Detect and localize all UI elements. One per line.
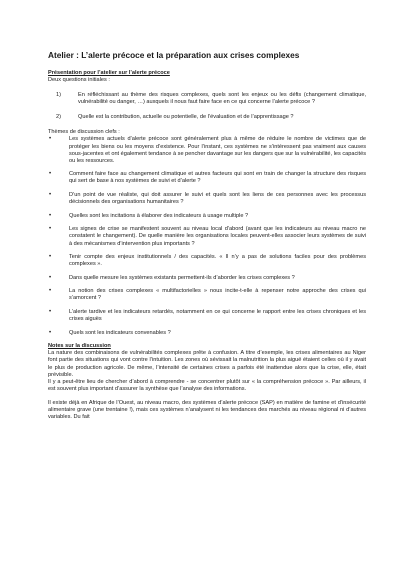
bullet-text: Comment faire face au changement climatique et autres facteurs qui sont en train de changer la structure des risques qui sert de base à nos systèmes de suivi et d’alerte ? [69,171,366,185]
bullet-text: La notion des crises complexes « multifactorielles » nous incite-t-elle à repenser notre approche des crises qui s’amorcent ? [69,288,366,302]
bullet-text: D’un point de vue réaliste, qui doit assurer le suivi et quels sont les liens de ces personnes avec les processus décisionnels des organisations humanitaires ? [69,192,366,206]
bullet-item [48,275,366,282]
bullet-item [48,226,366,247]
question-item [48,92,366,106]
bullet-icon: • [49,171,52,178]
bullet-item [48,213,366,220]
bullet-icon: • [49,309,52,316]
bullet-item [48,171,366,185]
question-number: 2) [56,114,61,121]
bullet-icon: • [49,254,52,261]
themes-heading: Thèmes de discussion clefs : [48,129,120,136]
notes-heading: Notes sur la discussion [48,343,111,350]
bullet-icon: • [49,192,52,199]
bullet-icon: • [49,274,52,281]
bullet-item [48,288,366,302]
bullet-text: Les signes de crise se manifestent souvent au niveau local d’abord (avant que les indicateurs au niveau macro ne constatent le changement). De quelle manière les organisations locales peuvent-elles associer leurs systèmes de suivi à des mécanismes d’intervention plus importants ? [69,226,366,247]
question-number: 1) [56,92,61,99]
document-title: Atelier : L’alerte précoce et la préparation aux crises complexes [48,50,300,60]
presentation-intro: Deux questions initiales : [48,77,110,83]
bullet-text: Dans quelle mesure les systèmes existants permettent-ils d’aborder les crises complexes ? [69,274,295,281]
bullet-text: Quels sont les indicateurs convenables ? [69,329,171,336]
notes-paragraph: La nature des combinaisons de vulnérabilités complexes prête à confusion. A titre d’exemple, les crises alimentaires au Niger font partie des situations qui vont contre l’intuition. Les zones où sévissait la malnutrition la plus aiguë étaient celles où il y avait le plus de production agricole. De même, l’intensité de certaines crises a parfois été inattendue alors que la crise, elle, était prévisible. [48,350,366,378]
bullet-text: Les systèmes actuels d’alerte précoce sont généralement plus à même de réduire le nombre de victimes que de protéger les biens ou les moyens d’existence. Pour l’instant, ces systèmes ne s’intéressent pas vraiment aux causes sous-jacentes et ont également tendance à se pencher davantage sur les dangers que sur la vulnérabilité, les capacités ou les ressources. [69,136,366,164]
question-item [48,114,366,121]
bullet-item [48,254,366,268]
question-text: En réfléchissant au thème des risques complexes, quels sont les enjeux ou les défis (changement climatique, vulnérabilité ou danger, …) auxquels il nous faut faire face en ce qui concerne l’alerte précoce ? [78,92,366,106]
bullet-icon: • [49,212,52,219]
presentation-heading: Présentation pour l’atelier sur l’alerte précoce [48,70,170,76]
document-page [48,50,366,421]
bullet-item [48,309,366,323]
bullet-item [48,192,366,206]
bullet-text: L’alerte tardive et les indicateurs retardés, notamment en ce qui concerne le rapport entre les crises chroniques et les crises aiguës [69,309,366,323]
bullet-item [48,330,366,337]
bullet-icon: • [49,136,52,143]
paragraph-spacer [48,393,366,400]
bullet-icon: • [49,329,52,336]
bullet-item [48,136,366,164]
bullet-text: Quelles sont les incitations à élaborer des indicateurs à usage multiple ? [69,212,249,219]
notes-paragraph: Il y a peut-être lieu de chercher d’abord à comprendre - se concentrer plutôt sur « la compréhension précoce ». Par ailleurs, il est souvent plus important d’assurer la synthèse que l’analyse des informations. [48,378,366,392]
bullet-icon: • [49,288,52,295]
bullet-icon: • [49,226,52,233]
bullet-text: Tenir compte des enjeux institutionnels / des capacités. « Il n’y a pas de solutions faciles pour des problèmes complexes ». [69,254,366,268]
question-text: Quelle est la contribution, actuelle ou potentielle, de l’évaluation et de l’apprentissage ? [78,114,294,121]
notes-paragraph: Il existe déjà en Afrique de l’Ouest, au niveau macro, des systèmes d’alerte précoce (SAP) en matière de famine et d’insécurité alimentaire grave (une trentaine !), mais ces systèmes n’analysent ni les tendances des marchés au niveau régional ni d’autres variables. Du fait [48,399,366,421]
